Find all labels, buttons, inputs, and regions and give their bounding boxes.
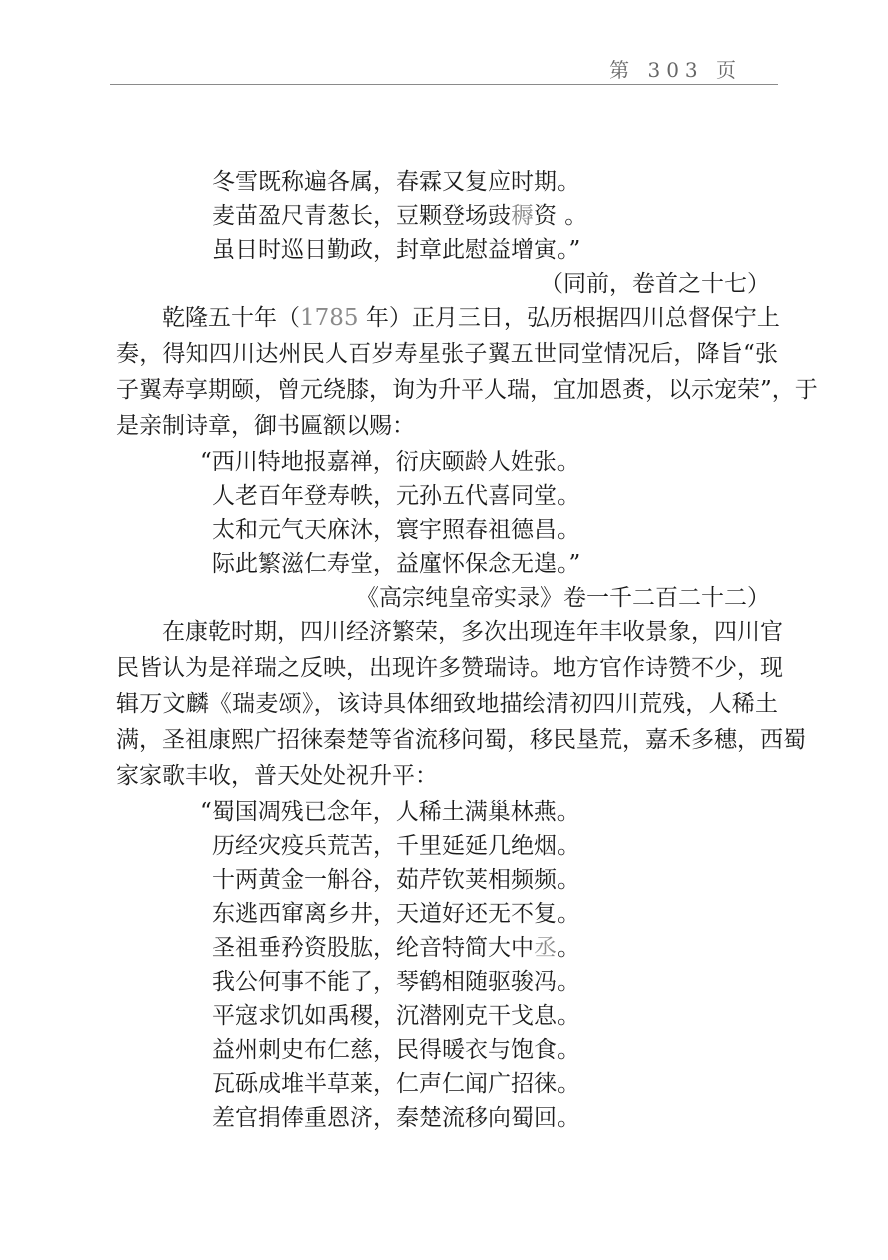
paragraph-first-line — [162, 302, 778, 334]
poem-line: 冬雪既称遍各属，春霖又复应时期。 — [212, 169, 580, 195]
page-header — [110, 52, 778, 85]
poem-line: 瓦砾成堆半草莱，仁声仁闻广招徕。 — [212, 1071, 580, 1097]
poem-line: 我公何事不能了，琴鹤相随驱骏冯。 — [212, 969, 580, 995]
poem-line: 际此繁滋仁寿堂，益廑怀保念无遑。” — [212, 551, 581, 577]
paragraph-line: 民皆认为是祥瑞之反映，出现许多赞瑞诗。地方官作诗赞不少，现 — [116, 655, 783, 681]
poem-line: 太和元气天庥沐，寰宇照春祖德昌。 — [212, 517, 580, 543]
poem-line-tail: 资 。 — [534, 203, 588, 229]
paragraph-first-line: 在康乾时期，四川经济繁荣，多次出现连年丰收景象，四川官 — [162, 619, 783, 645]
poem-line: 差官捐俸重恩济，秦楚流移向蜀回。 — [212, 1105, 580, 1131]
poem-line: 虽日时巡日勤政，封章此慰益增寅。” — [212, 237, 581, 263]
citation: （同前，卷首之十七） — [540, 271, 770, 297]
poem-line: 东逃西窜离乡井，天道好还无不复。 — [212, 901, 580, 927]
poem-line — [212, 200, 587, 232]
citation: 《高宗纯皇帝实录》卷一千二百二十二） — [356, 585, 770, 611]
paragraph-line: 子翼寿享期颐，曾元绕膝，询为升平人瑞，宜加恩赉，以示宠荣”，于 — [116, 377, 818, 403]
poem-line-text: 圣祖垂矜资股肱，纶音特简大中 — [212, 935, 534, 961]
poem-line-text: 麦苗盈尺青葱长，豆颗登场豉 — [212, 203, 511, 229]
poem-line: “西川特地报嘉禅，衍庆颐龄人姓张。 — [200, 449, 580, 475]
poem-line: 十两黄金一斛谷，茹芹钦荚相频频。 — [212, 867, 580, 893]
poem-line-tail: 。 — [557, 935, 580, 961]
poem-line — [212, 932, 580, 964]
text-run: 乾隆五十年（ — [162, 305, 300, 331]
paragraph-line: 满，圣祖康熙广招徕秦楚等省流移问蜀，移民垦荒，嘉禾多穗，西蜀 — [116, 727, 806, 753]
paragraph-line: 是亲制诗章，御书匾额以赐： — [116, 413, 415, 439]
year-number: 1785 — [300, 305, 359, 331]
faded-character: 䅶 — [511, 203, 534, 229]
faded-character: 丞 — [534, 935, 557, 961]
poem-line: 历经灾疫兵荒苦，千里延延几绝烟。 — [212, 833, 580, 859]
text-run: 年）正月三日，弘历根据四川总督保宁上 — [358, 305, 780, 331]
paragraph-line: 奏，得知四川达州民人百岁寿星张子翼五世同堂情况后，降旨“张 — [116, 341, 778, 367]
poem-line: 平寇求饥如禹稷，沉潜刚克干戈息。 — [212, 1003, 580, 1029]
paragraph-line: 辑万文麟《瑞麦颂》，该诗具体细致地描绘清初四川荒残，人稀土 — [116, 691, 778, 717]
page-number: 第 303 页 — [609, 58, 742, 82]
poem-line: 益州刺史布仁慈，民得暖衣与饱食。 — [212, 1037, 580, 1063]
poem-line: “蜀国凋残已念年，人稀土满巢林燕。 — [200, 799, 580, 825]
paragraph-line: 家家歌丰收，普天处处祝升平： — [116, 763, 438, 789]
poem-line: 人老百年登寿帙，元孙五代喜同堂。 — [212, 483, 580, 509]
